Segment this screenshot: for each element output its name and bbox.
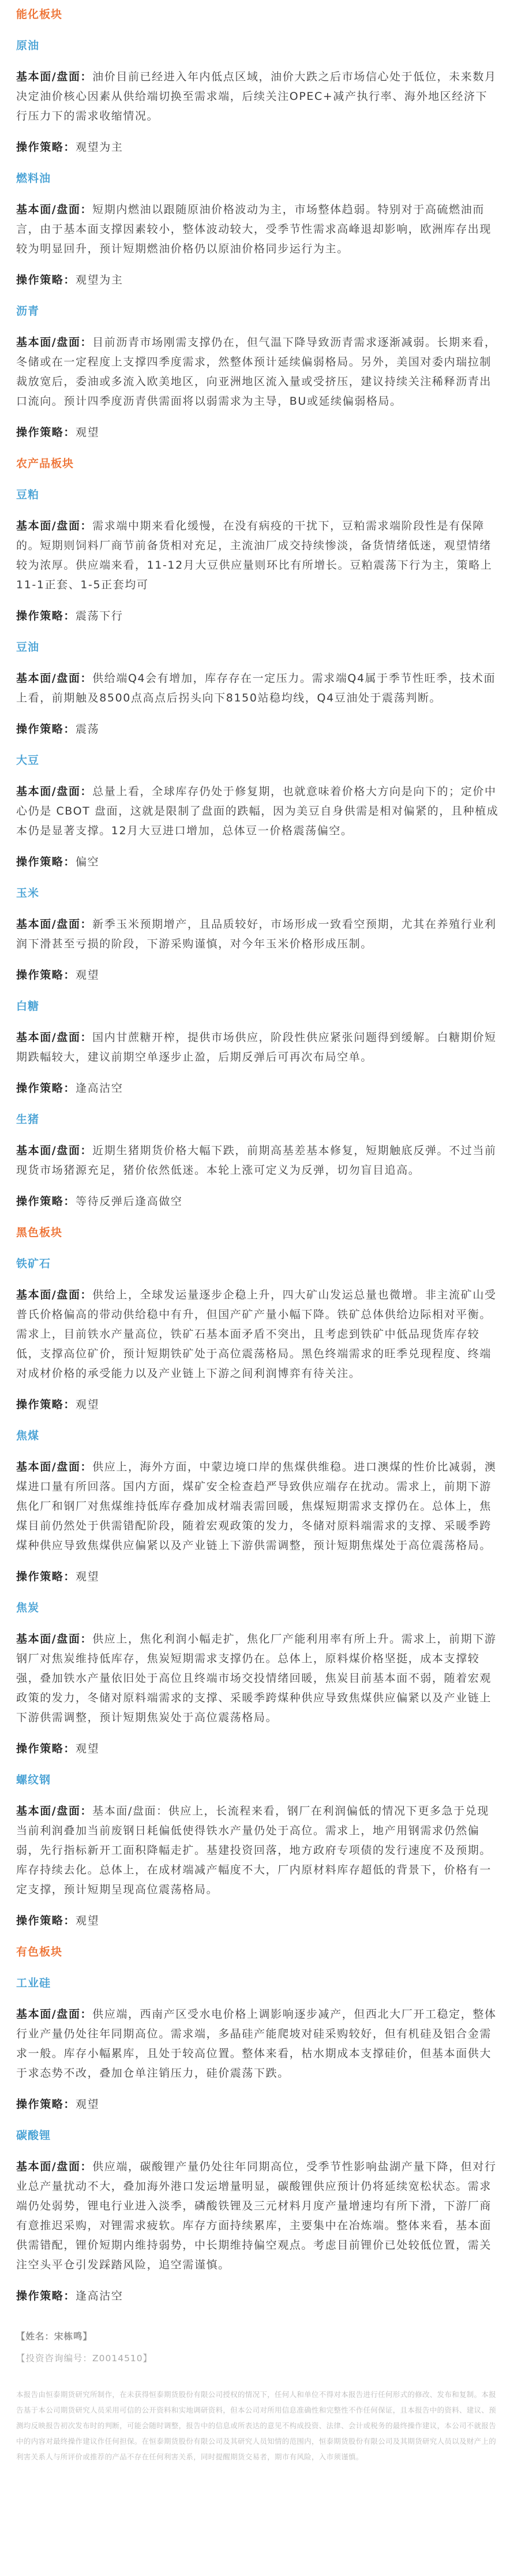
strategy-text: 观望 — [76, 1742, 100, 1755]
commodity-name: 生猪 — [16, 1113, 40, 1126]
strategy-label: 操作策略： — [16, 2098, 76, 2111]
strategy-label: 操作策略： — [16, 426, 76, 439]
section-title: 有色板块 — [16, 1946, 63, 1958]
fundamentals-label: 基本面/盘面： — [16, 336, 93, 349]
disclaimer-text: 本报告由恒泰期货研究所制作，在未获得恒泰期货股份有限公司授权的情况下，任何人和单位不得对本报告进行任何形式的修改、发布和复制。本报告基于本公司期货研究人员采用可信的公开资料和实地调研资料，但本公司对所用信息准确性和完整性不作任何保证，且本报告中的资料、建议、预测均反映报告初次发布时的判断，可能会随时调整，报告中的信息或所表达的意见不构成投资、法律、会计或税务的最终操作建议，本公司不就报告中的内容对最终操作建议作任何担保。在恒泰期货股份有限公司及其研究人员知情的范围内，恒泰期货股份有限公司及其期货研究人员以及财产上的利害关系人与所评价或推荐的产品不存在任何利害关系，同时提醒期货交易者，期市有风险，入市须谨慎。 — [16, 2390, 497, 2461]
commodity-name: 豆粕 — [16, 488, 40, 501]
commodity-name: 铁矿石 — [16, 1257, 51, 1270]
fundamentals-text: 国内甘蔗糖开榨，提供市场供应，阶段性供应紧张问题得到缓解。白糖期价短期跌幅较大，建议前期空单逐步止盈，后期反弹后可再次布局空单。 — [16, 1031, 497, 1063]
strategy-text: 观望为主 — [76, 141, 123, 154]
fundamentals-text: 需求端中期来看化缓慢，在没有病疫的干扰下，豆粕需求端阶段性是有保障的。短期则饲料厂商节前备货相对充足，主流油厂成交持续惨淡，备货情绪低迷，观望情绪较为浓厚。供应端来看，11-12月大豆供应量则环比有所增长。豆粕震荡下行为主，策略上11-1正套、1-5正套均可 — [16, 520, 493, 591]
fundamentals-label: 基本面/盘面： — [16, 2160, 93, 2173]
fundamentals-paragraph — [16, 2004, 499, 2083]
fundamentals-label: 基本面/盘面： — [16, 1633, 93, 1645]
commodity-name: 螺纹钢 — [16, 1774, 51, 1786]
commodity-name: 沥青 — [16, 305, 40, 318]
commodity-name: 碳酸锂 — [16, 2129, 51, 2142]
fundamentals-paragraph — [16, 333, 499, 411]
strategy-label: 操作策略： — [16, 141, 76, 154]
strategy-label: 操作策略： — [16, 1195, 76, 1208]
fundamentals-text: 短期内燃油以跟随原油价格波动为主，市场整体趋弱。特别对于高硫燃油而言，由于基本面支撑因素较小，整体波动较大，受季节性需求高峰退却影响，欧洲库存出现较为明显回升，预计短期燃油价格仍以原油价格同步运行为主。 — [16, 203, 492, 255]
strategy-text: 震荡 — [76, 723, 100, 736]
report-footer — [16, 2325, 499, 2465]
fundamentals-text: 基本面/盘面：供应上，长流程来看，钢厂在利润偏低的情况下更多急于兑现当前利润叠加当前废钢日耗偏低使得铁水产量仍处于高位。需求上，地产用钢需求仍然偏弱，先行指标新开工面积降幅走扩。基建投资回落，地方政府专项债的发行速度不及预期。库存持续去化。总体上，在成材端减产幅度不大，厂内原材料库存超低的背景下，价格有一定支撑，预计短期呈现高位震荡格局。 — [16, 1805, 492, 1896]
section-title: 能化板块 — [16, 8, 63, 21]
strategy-line — [16, 423, 499, 442]
fundamentals-label: 基本面/盘面： — [16, 1289, 93, 1301]
section-title: 黑色板块 — [16, 1226, 63, 1239]
strategy-label: 操作策略： — [16, 856, 76, 868]
commodity-name: 焦炭 — [16, 1601, 40, 1614]
fundamentals-paragraph — [16, 1141, 499, 1180]
fundamentals-text: 目前沥青市场刚需支撑仍在，但气温下降导致沥青需求逐渐减弱。长期来看，冬储或在一定程度上支撑四季度需求，然整体预计延续偏弱格局。另外，美国对委内瑞拉制裁放宽后，委油或多流入欧美地区，向亚洲地区流入量或受挤压，建议持续关注稀释沥青出口流向。预计四季度沥青供需面将以弱需求为主导，BU或延续偏弱格局。 — [16, 336, 497, 408]
commodity-name: 豆油 — [16, 641, 40, 654]
fundamentals-label: 基本面/盘面： — [16, 1031, 93, 1044]
strategy-line — [16, 2095, 499, 2114]
fundamentals-text: 供应上，焦化利润小幅走扩，焦化厂产能利用率有所上升。需求上，前期下游钢厂对焦炭维持低库存，焦炭短期需求支撑仍在。总体上，原料煤价格坚挺，成本支撑较强，叠加铁水产量依旧处于高位且终端市场交投情绪回暖，焦炭目前基本面不弱，随着宏观政策的发力，冬储对原料端需求的支撑、采暖季跨煤种供应导致焦煤供应偏紧以及产业链上下游供需调整，预计短期焦炭处于高位震荡格局。 — [16, 1633, 497, 1724]
fundamentals-text: 供应上，海外方面，中蒙边境口岸的焦煤供维稳。进口澳煤的性价比减弱，澳煤进口量有所回落。国内方面，煤矿安全检查趋严导致供应端存在扰动。需求上，前期下游焦化厂和钢厂对焦煤维持低库存叠加成材端表需回暖，焦煤短期需求支撑仍在。总体上，焦煤目前仍然处于供需错配阶段，随着宏观政策的发力，冬储对原料端需求的支撑、采暖季跨煤种供应导致焦煤供应偏紧以及产业链上下游供需调整，预计短期焦煤处于高位震荡格局。 — [16, 1461, 497, 1552]
fundamentals-paragraph — [16, 1457, 499, 1555]
strategy-label: 操作策略： — [16, 969, 76, 981]
strategy-label: 操作策略： — [16, 274, 76, 286]
strategy-label: 操作策略： — [16, 1914, 76, 1927]
fundamentals-paragraph — [16, 200, 499, 259]
fundamentals-label: 基本面/盘面： — [16, 1805, 93, 1817]
strategy-label: 操作策略： — [16, 1570, 76, 1583]
strategy-line — [16, 137, 499, 157]
fundamentals-label: 基本面/盘面： — [16, 520, 93, 532]
strategy-text: 观望 — [76, 969, 100, 981]
fundamentals-label: 基本面/盘面： — [16, 2008, 93, 2021]
fundamentals-label: 基本面/盘面： — [16, 918, 93, 931]
strategy-text: 观望 — [76, 426, 100, 439]
strategy-text: 观望为主 — [76, 274, 123, 286]
fundamentals-paragraph — [16, 67, 499, 126]
strategy-line — [16, 1911, 499, 1931]
strategy-line — [16, 1395, 499, 1414]
strategy-label: 操作策略： — [16, 1742, 76, 1755]
strategy-text: 偏空 — [76, 856, 100, 868]
strategy-text: 观望 — [76, 2098, 100, 2111]
fundamentals-paragraph — [16, 669, 499, 708]
fundamentals-paragraph — [16, 1285, 499, 1383]
strategy-line — [16, 270, 499, 290]
fundamentals-label: 基本面/盘面： — [16, 1461, 93, 1473]
report-sections — [16, 5, 499, 2306]
fundamentals-text: 供应端，西南产区受水电价格上调影响逐步减产，但西北大厂开工稳定，整体行业产量仍处往年同期高位。需求端，多晶硅产能爬坡对硅采购较好，但有机硅及铝合金需求一般。库存小幅累库，且处于较高位置。整体来看，枯水期成本支撑硅价，但基本面供大于求态势不改，叠加仓单注销压力，硅价震荡下跌。 — [16, 2008, 497, 2080]
strategy-text: 观望 — [76, 1914, 100, 1927]
commodity-name: 原油 — [16, 39, 40, 52]
fundamentals-paragraph — [16, 2157, 499, 2275]
license-number-line: 【投资咨询编号：Z0014510】 — [16, 2353, 153, 2364]
strategy-text: 观望 — [76, 1570, 100, 1583]
strategy-line — [16, 719, 499, 739]
strategy-text: 等待反弹后逢高做空 — [76, 1195, 183, 1208]
strategy-line — [16, 965, 499, 985]
fundamentals-paragraph — [16, 1028, 499, 1067]
strategy-text: 逢高沽空 — [76, 1082, 123, 1095]
fundamentals-label: 基本面/盘面： — [16, 672, 93, 685]
strategy-line — [16, 1192, 499, 1211]
strategy-label: 操作策略： — [16, 2290, 76, 2302]
fundamentals-label: 基本面/盘面： — [16, 203, 93, 216]
strategy-line — [16, 852, 499, 872]
fundamentals-paragraph — [16, 782, 499, 841]
fundamentals-label: 基本面/盘面： — [16, 1144, 93, 1157]
strategy-text: 观望 — [76, 1398, 100, 1411]
fundamentals-text: 供给端Q4会有增加，库存存在一定压力。需求端Q4属于季节性旺季，技术面上看，前期触及8500点高点后拐头向下8150站稳均线，Q4豆油处于震荡判断。 — [16, 672, 496, 704]
strategy-text: 逢高沽空 — [76, 2290, 123, 2302]
fundamentals-paragraph — [16, 1801, 499, 1899]
fundamentals-label: 基本面/盘面： — [16, 70, 93, 83]
strategy-line — [16, 1078, 499, 1098]
fundamentals-text: 油价目前已经进入年内低点区域，油价大跌之后市场信心处于低位，未来数月决定油价核心因素从供给端切换至需求端，后续关注OPEC+减产执行率、海外地区经济下行压力下的需求收缩情况。 — [16, 70, 497, 122]
fundamentals-label: 基本面/盘面： — [16, 785, 93, 798]
fundamentals-text: 近期生猪期货价格大幅下跌，前期高基差基本修复，短期触底反弹。不过当前现货市场猪源充足，猪价依然低迷。本轮上涨可定义为反弹，切勿盲目追高。 — [16, 1144, 497, 1177]
fundamentals-paragraph — [16, 516, 499, 595]
strategy-line — [16, 606, 499, 626]
strategy-line — [16, 1567, 499, 1586]
section-title: 农产品板块 — [16, 457, 74, 470]
commodity-name: 工业硅 — [16, 1977, 51, 1989]
strategy-label: 操作策略： — [16, 1082, 76, 1095]
commodity-name: 大豆 — [16, 754, 40, 767]
commodity-name: 燃料油 — [16, 172, 51, 185]
strategy-line — [16, 1739, 499, 1759]
fundamentals-paragraph — [16, 914, 499, 954]
commodity-name: 白糖 — [16, 1000, 40, 1013]
commodity-name: 焦煤 — [16, 1429, 40, 1442]
fundamentals-text: 供给上，全球发运量逐步企稳上升，四大矿山发运总量也微增。非主流矿山受普氏价格偏高的带动供给稳中有升，但国产矿产量小幅下降。铁矿总体供给边际相对平衡。需求上，目前铁水产量高位，铁矿石基本面矛盾不突出，且考虑到铁矿中低品现货库存较低，支撑高位矿价，预计短期铁矿处于高位震荡格局。黑色终端需求的旺季兑现程度、终端对成材价格的承受能力以及产业链上下游之间利润博弈有待关注。 — [16, 1289, 497, 1380]
fundamentals-paragraph — [16, 1629, 499, 1727]
strategy-text: 震荡下行 — [76, 610, 123, 622]
strategy-label: 操作策略： — [16, 1398, 76, 1411]
strategy-label: 操作策略： — [16, 723, 76, 736]
author-name-line: 【姓名：宋栋鸣】 — [16, 2331, 93, 2342]
fundamentals-text: 总量上看，全球库存仍处于修复期，也就意味着价格大方向是向下的；定价中心仍是 CBOT 盘面，这就是限制了盘面的跌幅，因为美豆自身供需是相对偏紧的，且种植成本仍是显著支撑。12月大豆进口增加，总体豆一价格震荡偏空。 — [16, 785, 499, 837]
strategy-label: 操作策略： — [16, 610, 76, 622]
commodity-name: 玉米 — [16, 887, 40, 899]
strategy-line — [16, 2286, 499, 2306]
fundamentals-text: 供应端，碳酸锂产量仍处往年同期高位，受季节性影响盐湖产量下降，但对行业总产量扰动不大，叠加海外港口发运增量明显，碳酸锂供应预计仍将延续宽松状态。需求端仍处弱势，锂电行业进入淡季，磷酸铁锂及三元材料月度产量增速均有所下滑，下游厂商有意推迟采购，对锂需求疲软。库存方面持续累库，主要集中在冶炼端。整体来看，基本面供需错配，锂价短期内维持弱势，中长期维持偏空观点。考虑目前锂价已处较低位置，需关注空头平仓引发踩踏风险，追空需谨慎。 — [16, 2160, 497, 2271]
fundamentals-text: 新季玉米预期增产，且品质较好，市场形成一致看空预期，尤其在养殖行业利润下滑甚至亏损的阶段，下游采购谨慎，对今年玉米价格形成压制。 — [16, 918, 497, 950]
